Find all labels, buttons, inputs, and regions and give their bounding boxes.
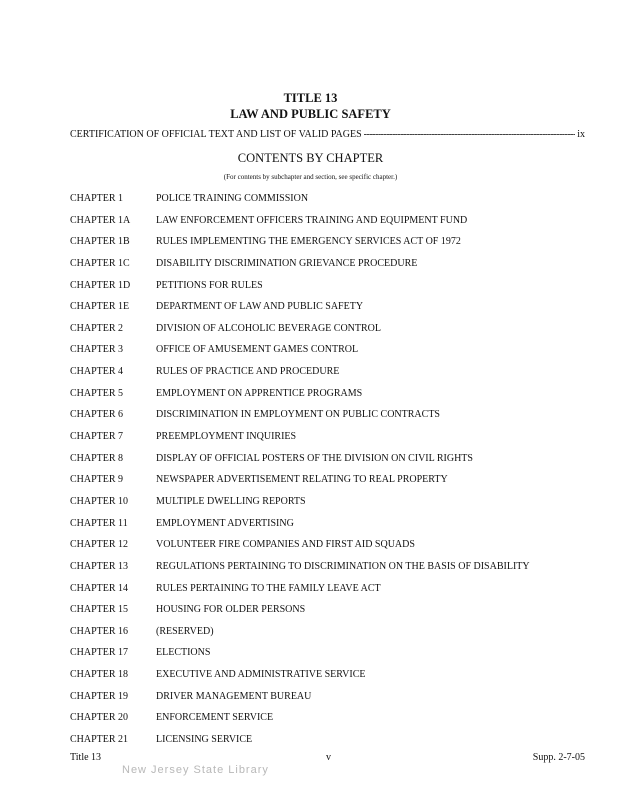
chapter-row: [70, 366, 590, 388]
chapter-row: [70, 431, 590, 453]
chapter-row: [70, 236, 590, 258]
chapter-row: [70, 539, 590, 561]
chapter-number: CHAPTER 1B: [70, 236, 130, 248]
chapter-number: CHAPTER 17: [70, 647, 129, 659]
chapter-title: RULES OF PRACTICE AND PROCEDURE: [156, 366, 340, 378]
chapter-title: DEPARTMENT OF LAW AND PUBLIC SAFETY: [156, 301, 364, 313]
chapter-row: [70, 561, 590, 583]
chapter-row: [70, 604, 590, 626]
chapter-title: LAW ENFORCEMENT OFFICERS TRAINING AND EQUIPMENT FUND: [156, 214, 468, 226]
chapter-number: CHAPTER 15: [70, 604, 129, 616]
chapter-number: CHAPTER 16: [70, 625, 129, 637]
chapter-row: [70, 344, 590, 366]
chapter-row: [70, 496, 590, 518]
chapter-number: CHAPTER 20: [70, 712, 129, 724]
chapter-row: [70, 323, 590, 345]
chapter-row: [70, 712, 590, 734]
chapter-number: CHAPTER 13: [70, 560, 129, 572]
chapter-number: CHAPTER 3: [70, 344, 124, 356]
chapter-title: MULTIPLE DWELLING REPORTS: [156, 495, 306, 507]
chapter-list: [70, 193, 590, 756]
chapter-number: CHAPTER 9: [70, 474, 124, 486]
contents-note: (For contents by subchapter and section, see specific chapter.): [223, 173, 398, 181]
title-block: [0, 90, 621, 122]
chapter-row: [70, 583, 590, 605]
chapter-row: [70, 215, 590, 237]
chapter-title: PREEMPLOYMENT INQUIRIES: [156, 431, 297, 443]
chapter-number: CHAPTER 6: [70, 409, 124, 421]
chapter-row: [70, 626, 590, 648]
chapter-title: DISABILITY DISCRIMINATION GRIEVANCE PROCEDURE: [156, 257, 418, 269]
chapter-title: VOLUNTEER FIRE COMPANIES AND FIRST AID SQUADS: [156, 539, 415, 551]
footer-page-number: v: [326, 752, 331, 763]
chapter-title: (RESERVED): [156, 625, 214, 637]
chapter-row: [70, 474, 590, 496]
chapter-row: [70, 258, 590, 280]
chapter-number: CHAPTER 7: [70, 431, 124, 443]
chapter-number: CHAPTER 1D: [70, 279, 131, 291]
chapter-number: CHAPTER 12: [70, 539, 129, 551]
title-number: TITLE 13: [283, 91, 338, 105]
chapter-title: PETITIONS FOR RULES: [156, 279, 263, 291]
chapter-title: OFFICE OF AMUSEMENT GAMES CONTROL: [156, 344, 359, 356]
title-name: LAW AND PUBLIC SAFETY: [230, 107, 391, 121]
chapter-number: CHAPTER 1A: [70, 214, 131, 226]
chapter-row: [70, 280, 590, 302]
chapter-row: [70, 193, 590, 215]
chapter-number: CHAPTER 21: [70, 734, 129, 746]
chapter-number: CHAPTER 1C: [70, 257, 130, 269]
chapter-row: [70, 691, 590, 713]
chapter-number: CHAPTER 8: [70, 452, 124, 464]
chapter-row: [70, 388, 590, 410]
chapter-title: DIVISION OF ALCOHOLIC BEVERAGE CONTROL: [156, 322, 381, 334]
chapter-number: CHAPTER 4: [70, 366, 124, 378]
chapter-title: DRIVER MANAGEMENT BUREAU: [156, 690, 312, 702]
chapter-title: HOUSING FOR OLDER PERSONS: [156, 604, 306, 616]
chapter-title: EMPLOYMENT ADVERTISING: [156, 517, 294, 529]
chapter-title: DISPLAY OF OFFICIAL POSTERS OF THE DIVISION ON CIVIL RIGHTS: [156, 452, 473, 464]
chapter-title: POLICE TRAINING COMMISSION: [156, 193, 309, 204]
chapter-number: CHAPTER 5: [70, 387, 124, 399]
chapter-title: ENFORCEMENT SERVICE: [156, 712, 274, 724]
footer-title: Title 13: [70, 752, 102, 763]
chapter-title: REGULATIONS PERTAINING TO DISCRIMINATION ON THE BASIS OF DISABILITY: [156, 560, 530, 572]
chapter-row: [70, 669, 590, 691]
certification-page: ix: [577, 129, 585, 140]
chapter-number: CHAPTER 14: [70, 582, 129, 594]
chapter-number: CHAPTER 1E: [70, 301, 130, 313]
chapter-title: LICENSING SERVICE: [156, 734, 253, 746]
chapter-title: ELECTIONS: [156, 647, 211, 659]
chapter-title: DISCRIMINATION IN EMPLOYMENT ON PUBLIC CONTRACTS: [156, 409, 440, 421]
chapter-number: CHAPTER 1: [70, 193, 124, 204]
footer-supplement-date: Supp. 2-7-05: [532, 752, 585, 763]
chapter-number: CHAPTER 19: [70, 690, 129, 702]
chapter-number: CHAPTER 2: [70, 322, 124, 334]
chapter-row: [70, 301, 590, 323]
chapter-number: CHAPTER 18: [70, 669, 129, 681]
chapter-row: [70, 518, 590, 540]
chapter-title: EMPLOYMENT ON APPRENTICE PROGRAMS: [156, 387, 363, 399]
chapter-title: EXECUTIVE AND ADMINISTRATIVE SERVICE: [156, 669, 366, 681]
chapter-title: RULES IMPLEMENTING THE EMERGENCY SERVICES ACT OF 1972: [156, 236, 461, 248]
library-stamp: New Jersey State Library: [122, 764, 269, 776]
certification-text: CERTIFICATION OF OFFICIAL TEXT AND LIST OF VALID PAGES: [70, 129, 362, 140]
contents-heading: CONTENTS BY CHAPTER: [237, 151, 384, 165]
chapter-row: [70, 453, 590, 475]
chapter-number: CHAPTER 10: [70, 495, 129, 507]
chapter-row: [70, 647, 590, 669]
chapter-title: RULES PERTAINING TO THE FAMILY LEAVE ACT: [156, 582, 381, 594]
certification-line: [70, 129, 585, 140]
dot-leader: [364, 129, 576, 140]
chapter-number: CHAPTER 11: [70, 517, 128, 529]
chapter-row: [70, 409, 590, 431]
chapter-title: NEWSPAPER ADVERTISEMENT RELATING TO REAL PROPERTY: [156, 474, 448, 486]
